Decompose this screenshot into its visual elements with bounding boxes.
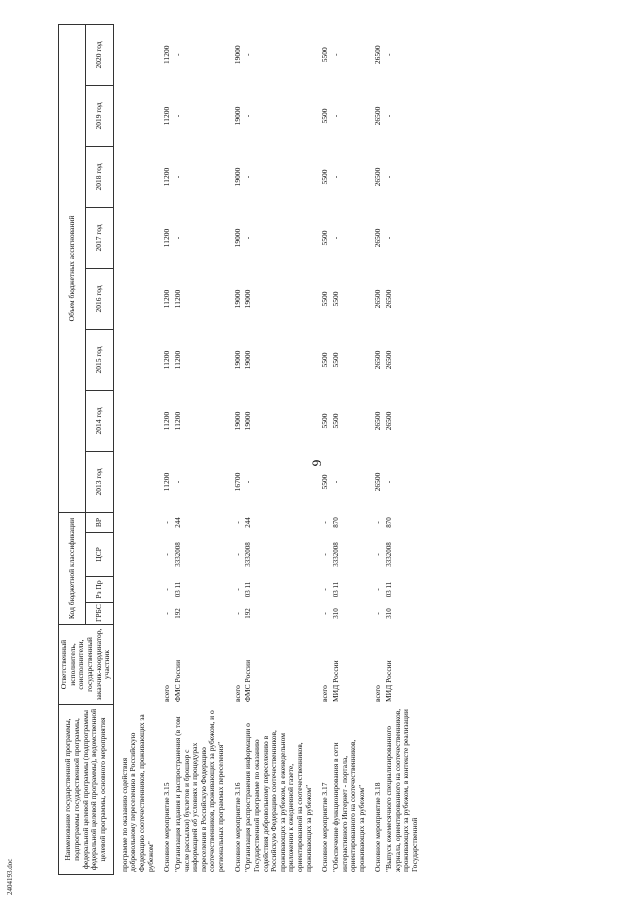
measure-title: Основное мероприятие 3.16 (232, 782, 242, 872)
total-label: всего (373, 685, 383, 702)
measure-description: "Обеспечение функционирования в сети интерактивного Интернет - портала, ориентированного на соотечественников, проживающих за рубежом" (330, 739, 366, 872)
budget-value: - (243, 175, 253, 179)
total-code: - (373, 521, 383, 524)
budget-value: - (172, 175, 182, 179)
total-value: 11200 (162, 45, 172, 64)
responsible: МИД России (384, 660, 393, 702)
responsible: МИД России (330, 660, 340, 702)
table-row (384, 24, 421, 874)
total-value: 5500 (320, 230, 330, 246)
budget-value: - (243, 53, 253, 56)
total-label: всего (162, 685, 172, 702)
table-row (162, 24, 173, 874)
header-csr: ЦСР (86, 533, 113, 577)
budget-code: 3332008 (385, 542, 393, 567)
total-value: 26500 (373, 472, 383, 492)
budget-value: - (330, 480, 340, 484)
budget-value: 5500 (330, 352, 340, 368)
total-value: 5500 (320, 291, 330, 307)
total-value: 26500 (373, 228, 383, 248)
budget-code: 244 (173, 517, 182, 528)
total-value: 5500 (320, 47, 330, 63)
total-value: 26500 (373, 45, 383, 65)
total-code: - (232, 612, 242, 615)
total-label: всего (232, 685, 242, 702)
header-responsible: Ответственный исполнитель, соисполнители, государственный заказчик-координатор, участник (59, 625, 114, 705)
total-value: 11200 (162, 228, 172, 248)
total-code: - (162, 521, 172, 524)
budget-value: - (243, 114, 253, 118)
total-code: - (373, 612, 383, 615)
table-row (173, 24, 227, 874)
budget-value: - (330, 114, 340, 118)
budget-value: - (384, 236, 393, 240)
intro-text: программе по оказанию содействия добровольному переселению в Российскую Федерацию соотечественников, проживающих за рубежом" (119, 714, 155, 872)
header-code: Код бюджетной классификации (59, 512, 86, 624)
budget-code: 192 (244, 608, 253, 619)
header-grbs: ГРБС (86, 603, 113, 625)
header-year: 2013 год (86, 451, 113, 512)
total-value: 11200 (162, 289, 172, 309)
total-code: - (320, 588, 330, 591)
budget-value: 26500 (384, 411, 393, 431)
budget-value: - (172, 480, 182, 484)
total-value: 11200 (162, 472, 172, 492)
total-code: - (373, 553, 383, 556)
budget-code: 03 11 (173, 581, 182, 598)
total-code: - (320, 612, 330, 615)
header-year: 2018 год (86, 146, 113, 207)
budget-table (58, 24, 421, 875)
total-value: 19000 (232, 167, 242, 187)
budget-code: 03 11 (331, 581, 340, 598)
budget-code: 192 (173, 608, 182, 619)
total-value: 11200 (162, 350, 172, 370)
measure-title: Основное мероприятие 3.18 (373, 782, 383, 872)
budget-value: 5500 (330, 413, 340, 429)
budget-value: 11200 (172, 350, 182, 370)
budget-value: 19000 (243, 411, 253, 431)
footer-filename: 2404193.doc (6, 858, 14, 895)
total-code: - (373, 588, 383, 591)
budget-code: 03 11 (385, 581, 393, 598)
total-label: всего (320, 685, 330, 702)
total-code: - (162, 553, 172, 556)
total-code: - (232, 521, 242, 524)
page-number: 9 (309, 459, 324, 467)
table-row (331, 24, 368, 874)
header-year: 2020 год (86, 24, 113, 85)
total-value: 19000 (232, 228, 242, 248)
budget-value: 5500 (330, 291, 340, 307)
header-year: 2014 год (86, 390, 113, 451)
total-value: 5500 (320, 413, 330, 429)
total-code: - (162, 588, 172, 591)
budget-value: - (384, 114, 393, 118)
budget-value: - (330, 53, 340, 56)
budget-code: 244 (244, 517, 253, 528)
budget-value: - (330, 236, 340, 240)
budget-value: - (172, 53, 182, 56)
header-year: 2015 год (86, 329, 113, 390)
budget-code: 03 11 (244, 581, 253, 598)
total-value: 26500 (373, 106, 383, 126)
budget-code: 3332008 (331, 542, 340, 567)
budget-value: - (243, 236, 253, 240)
budget-value: 11200 (172, 411, 182, 431)
total-value: 5500 (320, 352, 330, 368)
header-vr: ВР (86, 512, 113, 532)
table-row (233, 24, 244, 874)
budget-code: 3332008 (173, 542, 182, 567)
budget-code: 310 (385, 608, 393, 619)
budget-value: - (172, 236, 182, 240)
table-row (243, 24, 314, 874)
budget-value: 19000 (243, 350, 253, 370)
total-value: 26500 (373, 289, 383, 309)
table-row (373, 24, 384, 874)
header-rzpr: Рз Пр (86, 577, 113, 603)
total-value: 26500 (373, 167, 383, 187)
total-value: 26500 (373, 350, 383, 370)
total-value: 19000 (232, 411, 242, 431)
total-value: 19000 (232, 350, 242, 370)
total-value: 19000 (232, 289, 242, 309)
budget-code: 310 (331, 608, 340, 619)
rotated-page (58, 20, 633, 875)
budget-code: 3332008 (244, 542, 253, 567)
budget-value: 26500 (384, 289, 393, 309)
budget-value: - (384, 53, 393, 56)
total-code: - (232, 588, 242, 591)
budget-code: 870 (331, 517, 340, 528)
budget-value: 19000 (243, 289, 253, 309)
budget-code: 870 (385, 517, 393, 528)
total-value: 26500 (373, 411, 383, 431)
header-year: 2017 год (86, 207, 113, 268)
total-value: 11200 (162, 167, 172, 187)
budget-value: 11200 (172, 289, 182, 309)
responsible: ФМС России (243, 659, 253, 702)
measure-description: "Организация издания и распространения (в том числе рассылки) буклетов и брошюр с информацией об условиях и процедурах переселения в Российскую Федерацию соотечественников, проживающих за рубежом, и о региональных программах переселения" (172, 710, 225, 872)
total-value: 5500 (320, 169, 330, 185)
total-code: - (320, 553, 330, 556)
responsible: ФМС России (172, 659, 182, 702)
total-code: - (320, 521, 330, 524)
measure-title: Основное мероприятие 3.15 (162, 782, 172, 872)
measure-description: "Организация распространения информации о Государственной программе по оказанию содействия добровольному переселению в Российскую Федерацию соотечественников, проживающих за рубежом, в еженедельном приложении к ежедневной газете, ориентированной на соотечественников, проживающих за рубежом" (243, 723, 313, 872)
measure-title: Основное мероприятие 3.17 (320, 782, 330, 872)
total-value: 19000 (232, 106, 242, 126)
total-value: 19000 (232, 45, 242, 65)
total-value: 5500 (320, 108, 330, 124)
header-year: 2019 год (86, 85, 113, 146)
header-year: 2016 год (86, 268, 113, 329)
budget-value: - (172, 114, 182, 118)
budget-value: - (330, 175, 340, 179)
total-code: - (232, 553, 242, 556)
total-value: 5500 (320, 474, 330, 490)
total-value: 16700 (232, 472, 242, 492)
total-value: 11200 (162, 411, 172, 431)
budget-value: - (384, 480, 393, 484)
budget-value: - (384, 175, 393, 179)
header-volume: Объем бюджетных ассигнований (59, 24, 86, 512)
total-code: - (162, 612, 172, 615)
budget-value: - (243, 480, 253, 484)
header-name: Наименование государственной программы, подпрограммы государственной программы, федеральной целевой программы (подпрограммы федеральной целевой программы), ведомственной целевой программы, основного мероприятия (59, 705, 114, 875)
table-row (320, 24, 331, 874)
total-value: 11200 (162, 106, 172, 126)
measure-description: "Выпуск ежемесячного специализированного журнала, ориентированного на соотечественников, проживающих за рубежом, в контексте реализации Государственной (384, 708, 419, 872)
budget-value: 26500 (384, 350, 393, 370)
